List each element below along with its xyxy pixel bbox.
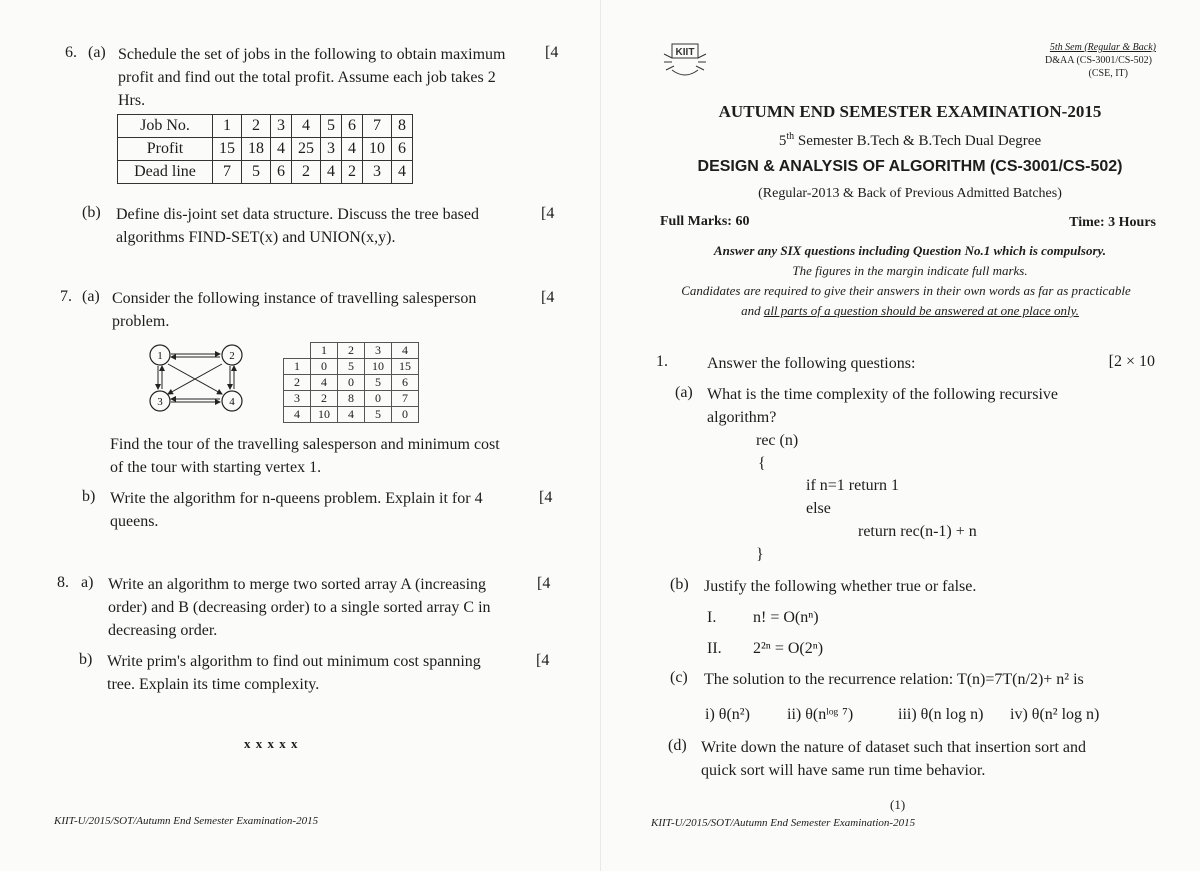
q1d-label: (d) xyxy=(668,737,687,754)
table-cell: 4 xyxy=(284,407,311,423)
job-schedule-table xyxy=(117,114,413,184)
table-row xyxy=(118,115,413,138)
kiit-logo xyxy=(660,40,710,80)
q6a-label: (a) xyxy=(88,44,106,61)
table-cell: 3 xyxy=(284,391,311,407)
table-cell: 4 xyxy=(338,407,365,423)
table-cell: 6 xyxy=(392,375,419,391)
q1b-text: Justify the following whether true or false. xyxy=(704,578,977,595)
q8a-marks: [4 xyxy=(537,575,551,592)
table-cell: 0 xyxy=(338,375,365,391)
table-cell: 7 xyxy=(392,391,419,407)
instruction-2: The figures in the margin indicate full marks. xyxy=(792,263,1028,278)
q6b-text: Define dis-joint set data structure. Discuss the tree based algorithms FIND-SET(x) and UNION(x,y). xyxy=(116,206,479,246)
table-cell: 7 xyxy=(213,161,242,184)
q7b-label: b) xyxy=(82,488,96,505)
table-row xyxy=(118,161,413,184)
end-marker: x x x x x xyxy=(244,736,299,751)
course-line1: 5th Sem (Regular & Back) xyxy=(1049,42,1156,53)
semester-num: 5 xyxy=(778,133,787,149)
table-cell: 4 xyxy=(271,138,292,161)
table-cell: Job No. xyxy=(118,115,213,138)
time-allowed: Time: 3 Hours xyxy=(1069,215,1156,230)
code-line: return rec(n-1) + n xyxy=(858,523,977,540)
q7a-text: Consider the following instance of travelling salesperson problem. xyxy=(112,290,477,330)
table-cell: 6 xyxy=(392,138,413,161)
table-cell: 6 xyxy=(271,161,292,184)
table-cell: 5 xyxy=(242,161,271,184)
table-cell: 4 xyxy=(342,138,363,161)
q6b-marks: [4 xyxy=(541,205,555,222)
table-cell: 0 xyxy=(365,391,392,407)
code-line: else xyxy=(806,500,831,517)
table-cell: 5 xyxy=(365,407,392,423)
code-line: if n=1 return 1 xyxy=(806,477,899,494)
table-cell: 2 xyxy=(311,391,338,407)
course-line2: D&AA (CS-3001/CS-502) xyxy=(1045,55,1152,66)
code-line: } xyxy=(756,546,764,563)
table-cell: 15 xyxy=(213,138,242,161)
q1b-item-text: 2²ⁿ = O(2ⁿ) xyxy=(753,640,824,657)
q6a-text: Schedule the set of jobs in the following to obtain maximum profit and find out the total profit. Assume each job takes 2 Hrs. xyxy=(118,46,506,109)
table-cell: 2 xyxy=(292,161,321,184)
tsp-graph xyxy=(140,338,250,418)
q1b-item-text: n! = O(nⁿ) xyxy=(753,609,819,626)
q1c-text: The solution to the recurrence relation: T(n)=7T(n/2)+ n² is xyxy=(704,671,1084,688)
semester-line xyxy=(660,131,1160,150)
q7-number: 7. xyxy=(60,288,72,305)
table-cell: 8 xyxy=(338,391,365,407)
table-cell: 8 xyxy=(392,115,413,138)
q7b-text: Write the algorithm for n-queens problem. Explain it for 4 queens. xyxy=(110,490,483,530)
graph-node-label: 2 xyxy=(229,350,235,362)
q1d-text: Write down the nature of dataset such that insertion sort and quick sort will have same run time behavior. xyxy=(701,739,1087,779)
page-number: (1) xyxy=(890,797,906,812)
subject-title: DESIGN & ANALYSIS OF ALGORITHM (CS-3001/CS-502) xyxy=(697,158,1123,175)
table-cell: 15 xyxy=(392,359,419,375)
table-cell: 4 xyxy=(392,161,413,184)
table-row xyxy=(118,138,413,161)
q8a-label: a) xyxy=(81,574,94,591)
semester-text: Semester B.Tech & B.Tech Dual Degree xyxy=(797,133,1042,149)
code-line: { xyxy=(758,455,766,472)
instruction-1: Answer any SIX questions including Question No.1 which is compulsory. xyxy=(713,243,1107,258)
table-cell: 3 xyxy=(363,161,392,184)
table-cell: 1 xyxy=(213,115,242,138)
table-cell: 10 xyxy=(311,407,338,423)
table-cell: 3 xyxy=(271,115,292,138)
q7a-text2: Find the tour of the travelling salesperson and minimum cost of the tour with starting vertex 1. xyxy=(110,436,500,476)
kiit-logo-icon xyxy=(660,40,710,80)
q8a-text: Write an algorithm to merge two sorted array A (increasing order) and B (decreasing order) to a single sorted array C in decreasing order. xyxy=(108,576,491,639)
q1c-option: iii) θ(n log n) xyxy=(898,706,984,723)
q8b-marks: [4 xyxy=(536,652,550,669)
q1-number: 1. xyxy=(656,353,668,370)
q1b-label: (b) xyxy=(670,576,689,593)
q1-marks: [2 × 10 xyxy=(1108,353,1155,370)
q8-number: 8. xyxy=(57,574,69,591)
q1b-item-label: I. xyxy=(707,609,717,626)
table-row xyxy=(284,391,419,407)
table-cell: 5 xyxy=(365,375,392,391)
table-cell: 4 xyxy=(292,115,321,138)
left-footer: KIIT-U/2015/SOT/Autumn End Semester Examination-2015 xyxy=(54,815,319,827)
logo-text: KIIT xyxy=(675,47,695,58)
table-row xyxy=(284,375,419,391)
table-cell: 7 xyxy=(363,115,392,138)
q1b-item-label: II. xyxy=(707,640,722,657)
tsp-cost-matrix xyxy=(283,342,419,423)
table-cell: 4 xyxy=(321,161,342,184)
table-cell: 10 xyxy=(363,138,392,161)
table-cell: Profit xyxy=(118,138,213,161)
q1c-option: ii) θ(nˡᵒᵍ ⁷) xyxy=(787,706,854,723)
right-footer: KIIT-U/2015/SOT/Autumn End Semester Examination-2015 xyxy=(651,817,916,829)
instruction-4-pre: and xyxy=(741,303,764,318)
table-row xyxy=(284,343,419,359)
table-cell: 1 xyxy=(311,343,338,359)
table-cell: 3 xyxy=(365,343,392,359)
table-cell: 5 xyxy=(321,115,342,138)
table-cell: 0 xyxy=(311,359,338,375)
q1a-label: (a) xyxy=(675,384,693,401)
table-cell: 1 xyxy=(284,359,311,375)
batches-line: (Regular-2013 & Back of Previous Admitted Batches) xyxy=(758,186,1062,201)
table-cell: 10 xyxy=(365,359,392,375)
q1c-option: i) θ(n²) xyxy=(705,706,750,723)
table-cell: 2 xyxy=(242,115,271,138)
q6a-marks: [4 xyxy=(545,44,559,61)
q1c-option: iv) θ(n² log n) xyxy=(1010,706,1100,723)
table-cell: 4 xyxy=(311,375,338,391)
table-cell: 3 xyxy=(321,138,342,161)
course-line3: (CSE, IT) xyxy=(1088,68,1128,79)
q6b-label: (b) xyxy=(82,204,101,221)
table-cell xyxy=(284,343,311,359)
q8b-label: b) xyxy=(79,651,93,668)
exam-title: AUTUMN END SEMESTER EXAMINATION-2015 xyxy=(718,102,1102,121)
q1-text: Answer the following questions: xyxy=(707,355,916,372)
q1c-label: (c) xyxy=(670,669,688,686)
semester-sup: th xyxy=(786,131,795,142)
code-line: rec (n) xyxy=(756,432,799,449)
page-fold xyxy=(600,0,601,871)
table-cell: 2 xyxy=(338,343,365,359)
table-cell: 5 xyxy=(338,359,365,375)
table-row xyxy=(284,407,419,423)
q7a-marks: [4 xyxy=(541,289,555,306)
graph-node-label: 4 xyxy=(229,396,235,408)
table-cell: 6 xyxy=(342,115,363,138)
table-cell: 25 xyxy=(292,138,321,161)
q7a-label: (a) xyxy=(82,288,100,305)
graph-node-label: 1 xyxy=(157,350,163,362)
table-cell: 2 xyxy=(342,161,363,184)
table-row xyxy=(284,359,419,375)
table-cell: 2 xyxy=(284,375,311,391)
q7b-marks: [4 xyxy=(539,489,553,506)
instruction-3: Candidates are required to give their answers in their own words as far as practicable xyxy=(681,283,1131,298)
instruction-4 xyxy=(660,303,1160,319)
full-marks: Full Marks: 60 xyxy=(660,214,750,229)
q6-number: 6. xyxy=(65,44,77,61)
q8b-text: Write prim's algorithm to find out minimum cost spanning tree. Explain its time complexity. xyxy=(107,653,481,693)
table-cell: 0 xyxy=(392,407,419,423)
q1a-text: What is the time complexity of the following recursive algorithm? xyxy=(707,386,1059,426)
instruction-4-underlined: all parts of a question should be answered at one place only. xyxy=(763,303,1079,318)
graph-node-label: 3 xyxy=(157,396,163,408)
table-cell: 4 xyxy=(392,343,419,359)
table-cell: 18 xyxy=(242,138,271,161)
table-cell: Dead line xyxy=(118,161,213,184)
